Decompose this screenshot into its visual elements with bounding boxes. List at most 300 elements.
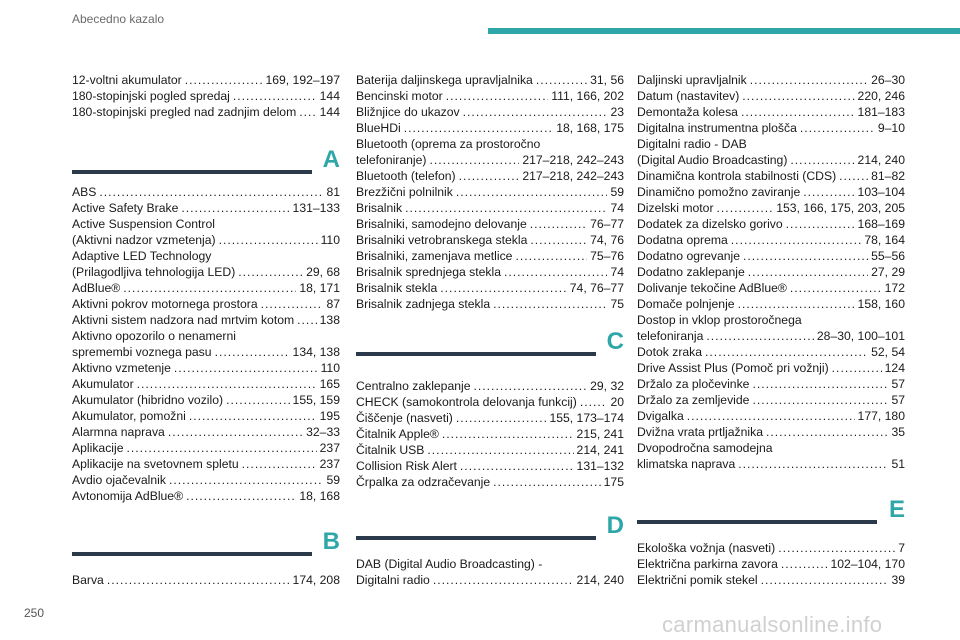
- index-entry-term: Držalo za zemljevide: [637, 393, 750, 407]
- index-entry-term: Aktivni sistem nadzora nad mrtvim kotom: [72, 313, 295, 327]
- index-entry-line: Aktivno opozorilo o nenamerni: [72, 329, 236, 343]
- dot-leader: [750, 72, 868, 88]
- index-entry-term: telefoniranje): [356, 153, 427, 167]
- index-entry-pages: 153, 166, 175, 203, 205: [776, 201, 905, 215]
- index-entry-pages: 110: [320, 233, 340, 247]
- section-header-d: [356, 512, 624, 554]
- index-entry-term: Bluetooth (telefon): [356, 169, 456, 183]
- index-entry-term: Aplikacije na svetovnem spletu: [72, 457, 239, 471]
- index-entry: [637, 328, 905, 344]
- dot-leader: [233, 88, 317, 104]
- index-entry: [356, 184, 624, 200]
- section-letter: B: [322, 528, 340, 555]
- dot-leader: [186, 488, 296, 504]
- page-number: 250: [24, 606, 45, 620]
- index-entry-pages: 55–56: [871, 249, 905, 263]
- index-entry: [356, 168, 624, 184]
- index-entry: [72, 232, 340, 248]
- index-entry-term: Dolivanje tekočine AdBlue®: [637, 281, 787, 295]
- index-entry-term: 12-voltni akumulator: [72, 73, 182, 87]
- index-entry-term: Brisalniki, zamenjava metlice: [356, 249, 513, 263]
- index-entry-term: Domače polnjenje: [637, 297, 735, 311]
- index-entry-pages: 124: [884, 361, 905, 375]
- index-entry-pages: 28–30, 100–101: [816, 329, 905, 343]
- index-entry: [637, 540, 905, 556]
- section-letter: A: [322, 146, 340, 173]
- dot-leader: [169, 472, 323, 488]
- index-entry-pages: 26–30: [871, 73, 905, 87]
- index-entry-line: DAB (Digital Audio Broadcasting) -: [356, 557, 543, 571]
- section-header-b: [72, 528, 340, 570]
- index-entry-term: telefoniranja: [637, 329, 704, 343]
- index-entry-pages: 165: [319, 377, 340, 391]
- index-entry-term: Dizelski motor: [637, 201, 714, 215]
- dot-leader: [803, 184, 854, 200]
- index-entry-pages: 31, 56: [590, 73, 624, 87]
- index-entry-pages: 217–218, 242–243: [522, 169, 624, 183]
- dot-leader: [781, 556, 828, 572]
- index-entry-pages: 57: [891, 393, 905, 407]
- index-entry-term: Avdio ojačevalnik: [72, 473, 166, 487]
- dot-leader: [790, 152, 854, 168]
- index-entry: [356, 410, 624, 426]
- dot-leader: [761, 572, 889, 588]
- dot-leader: [242, 456, 317, 472]
- index-entry-term: Držalo za pločevinke: [637, 377, 750, 391]
- index-entry-term: Brisalnik: [356, 201, 403, 215]
- index-entry-term: Centralno zaklepanje: [356, 379, 471, 393]
- index-entry-term: Active Safety Brake: [72, 201, 179, 215]
- dot-leader: [504, 264, 607, 280]
- index-entry-pages: 181–183: [857, 105, 905, 119]
- index-entry-pages: 74: [610, 265, 624, 279]
- dot-leader: [752, 376, 888, 392]
- dot-leader: [185, 72, 263, 88]
- index-entry-term: (Prilagodljiva tehnologija LED): [72, 265, 236, 279]
- section-letter: C: [606, 328, 624, 355]
- index-entry-pages: 155, 173–174: [549, 411, 624, 425]
- dot-leader: [832, 360, 882, 376]
- index-entry-term: Bencinski motor: [356, 89, 443, 103]
- index-entry-term: Aktivno vzmetenje: [72, 361, 171, 375]
- index-entry: [72, 440, 340, 456]
- index-entry-pages: 87: [326, 297, 340, 311]
- index-entry-pages: 9–10: [877, 121, 905, 135]
- dot-leader: [778, 540, 895, 556]
- index-entry: [72, 104, 340, 120]
- dot-leader: [800, 120, 875, 136]
- index-entry-pages: 102–104, 170: [830, 557, 905, 571]
- index-entry-line: Bluetooth (oprema za prostoročno: [356, 137, 541, 151]
- index-entry-term: AdBlue®: [72, 281, 121, 295]
- index-entry-pages: 78, 164: [864, 233, 905, 247]
- section-header-c: [356, 328, 624, 370]
- col2-pre-list: [356, 72, 624, 312]
- index-entry: [356, 104, 624, 120]
- index-entry-term: Avtonomija AdBlue®: [72, 489, 184, 503]
- index-entry-term: Brisalnik sprednjega stekla: [356, 265, 501, 279]
- index-entry-pages: 81: [326, 185, 340, 199]
- index-entry-line: Active Suspension Control: [72, 217, 215, 231]
- index-entry-term: Dinamična kontrola stabilnosti (CDS): [637, 169, 837, 183]
- index-entry-pages: 214, 240: [857, 153, 905, 167]
- index-entry: [637, 296, 905, 312]
- index-entry-pages: 29, 68: [306, 265, 340, 279]
- index-entry-term: Dodatno zaklepanje: [637, 265, 745, 279]
- index-entry-term: Digitalni radio: [356, 573, 430, 587]
- index-entry-pages: 57: [891, 377, 905, 391]
- index-entry-term: Aplikacije: [72, 441, 124, 455]
- index-entry: [72, 572, 340, 588]
- dot-leader: [731, 232, 862, 248]
- dot-leader: [238, 264, 303, 280]
- index-entry: [72, 392, 340, 408]
- index-entry-pages: 155, 159: [292, 393, 340, 407]
- dot-leader: [790, 280, 882, 296]
- index-entry-pages: 75: [610, 297, 624, 311]
- dot-leader: [442, 426, 574, 442]
- col2-section-c-list: [356, 378, 624, 490]
- index-entry: [356, 120, 624, 136]
- dot-leader: [738, 296, 855, 312]
- index-entry: [637, 120, 905, 136]
- index-entry: [72, 472, 340, 488]
- index-entry: [72, 456, 340, 472]
- dot-leader: [742, 88, 854, 104]
- index-entry-pages: 237: [319, 457, 340, 471]
- index-entry-pages: 144: [319, 89, 340, 103]
- index-entry-term: Daljinski upravljalnik: [637, 73, 747, 87]
- dot-leader: [215, 344, 290, 360]
- index-entry: [637, 392, 905, 408]
- index-entry-pages: 18, 168, 175: [556, 121, 624, 135]
- index-entry-term: Brisalnik stekla: [356, 281, 438, 295]
- index-entry: [72, 312, 340, 328]
- dot-leader: [687, 408, 855, 424]
- index-entry: [637, 456, 905, 472]
- index-entry-pages: 59: [326, 473, 340, 487]
- dot-leader: [404, 120, 554, 136]
- index-entry: [637, 168, 905, 184]
- index-entry: [637, 344, 905, 360]
- dot-leader: [459, 168, 520, 184]
- dot-leader: [786, 216, 855, 232]
- col3-section-e-list: [637, 540, 905, 588]
- index-entry: [356, 152, 624, 168]
- index-entry: [72, 184, 340, 200]
- index-entry-pages: 51: [891, 457, 905, 471]
- index-entry: [72, 360, 340, 376]
- index-entry-term: Brezžični polnilnik: [356, 185, 453, 199]
- index-entry-pages: 59: [610, 185, 624, 199]
- index-entry-term: Digitalna instrumentna plošča: [637, 121, 797, 135]
- index-entry-pages: 237: [319, 441, 340, 455]
- index-entry-term: Dodatna oprema: [637, 233, 728, 247]
- dot-leader: [226, 392, 289, 408]
- dot-leader: [189, 408, 317, 424]
- index-entry-term: Akumulator (hibridno vozilo): [72, 393, 224, 407]
- index-entry: [356, 264, 624, 280]
- footer-watermark: carmanualsonline.info: [662, 612, 883, 637]
- index-entry-pages: 74, 76: [590, 233, 624, 247]
- index-entry-term: Brisalnik zadnjega stekla: [356, 297, 491, 311]
- index-entry-term: (Aktivni nadzor vzmetenja): [72, 233, 216, 247]
- dot-leader: [741, 104, 855, 120]
- index-entry-term: Električni pomik stekel: [637, 573, 758, 587]
- index-entry-pages: 175: [603, 475, 624, 489]
- dot-leader: [738, 456, 888, 472]
- dot-leader: [743, 248, 868, 264]
- dot-leader: [405, 200, 607, 216]
- index-entry-term: Dotok zraka: [637, 345, 703, 359]
- col1-section-b-list: [72, 572, 340, 588]
- index-entry: [72, 264, 340, 280]
- dot-leader: [299, 104, 316, 120]
- index-entry-pages: 214, 240: [576, 573, 624, 587]
- index-entry-pages: 158, 160: [857, 297, 905, 311]
- index-entry: [356, 200, 624, 216]
- dot-leader: [261, 296, 324, 312]
- index-entry-term: Brisalniki, samodejno delovanje: [356, 217, 527, 231]
- index-entry-term: Dinamično pomožno zaviranje: [637, 185, 801, 199]
- index-entry-pages: 131–132: [576, 459, 624, 473]
- index-entry-term: CHECK (samokontrola delovanja funkcij): [356, 395, 577, 409]
- index-entry-term: Akumulator: [72, 377, 134, 391]
- dot-leader: [219, 232, 318, 248]
- index-entry: [356, 296, 624, 312]
- index-entry-term: Alarmna naprava: [72, 425, 165, 439]
- index-entry: [72, 72, 340, 88]
- index-entry: [356, 394, 624, 410]
- index-entry: [356, 458, 624, 474]
- index-entry-term: Črpalka za odzračevanje: [356, 475, 491, 489]
- dot-leader: [752, 392, 888, 408]
- index-entry: [637, 72, 905, 88]
- index-entry-pages: 103–104: [857, 185, 905, 199]
- dot-leader: [706, 328, 813, 344]
- index-entry-term: 180-stopinjski pregled nad zadnjim delom: [72, 105, 297, 119]
- col1-section-a-list: [72, 184, 340, 504]
- index-entry: [637, 376, 905, 392]
- section-rule: [72, 552, 312, 556]
- dot-leader: [463, 104, 608, 120]
- index-entry-line: Dostop in vklop prostoročnega: [637, 313, 802, 327]
- index-entry: [637, 360, 905, 376]
- index-entry: [72, 200, 340, 216]
- index-entry: [637, 280, 905, 296]
- index-entry: [356, 88, 624, 104]
- index-entry-term: Collision Risk Alert: [356, 459, 457, 473]
- index-entry-line: Dvopodročna samodejna: [637, 441, 773, 455]
- dot-leader: [460, 458, 574, 474]
- dot-leader: [137, 376, 317, 392]
- index-entry: [637, 200, 905, 216]
- index-entry-term: Demontaža kolesa: [637, 105, 738, 119]
- index-entry-term: Dvižna vrata prtljažnika: [637, 425, 763, 439]
- index-entry-term: klimatska naprava: [637, 457, 736, 471]
- index-entry-term: Čitalnik USB: [356, 443, 425, 457]
- index-entry-pages: 7: [898, 541, 905, 555]
- dot-leader: [748, 264, 868, 280]
- index-entry-pages: 169, 192–197: [265, 73, 340, 87]
- index-entry: [637, 264, 905, 280]
- section-header-e: [637, 496, 905, 538]
- index-entry-pages: 18, 168: [299, 489, 340, 503]
- dot-leader: [99, 184, 323, 200]
- index-entry-pages: 52, 54: [871, 345, 905, 359]
- index-entry: [356, 216, 624, 232]
- dot-leader: [427, 442, 573, 458]
- index-entry: [637, 408, 905, 424]
- index-entry: [72, 424, 340, 440]
- index-entry-pages: 217–218, 242–243: [522, 153, 624, 167]
- dot-leader: [456, 410, 547, 426]
- section-rule: [356, 536, 596, 540]
- index-entry: [637, 216, 905, 232]
- dot-leader: [515, 248, 587, 264]
- index-entry: [356, 474, 624, 490]
- index-entry: [637, 184, 905, 200]
- index-entry-pages: 172: [884, 281, 905, 295]
- index-entry-term: Dvigalka: [637, 409, 684, 423]
- index-entry-pages: 111, 166, 202: [551, 89, 624, 103]
- index-entry: [356, 442, 624, 458]
- index-entry-pages: 195: [319, 409, 340, 423]
- index-entry-pages: 220, 246: [857, 89, 905, 103]
- index-entry: [72, 296, 340, 312]
- dot-leader: [474, 378, 588, 394]
- dot-leader: [493, 474, 601, 490]
- dot-leader: [705, 344, 868, 360]
- index-entry-pages: 168–169: [857, 217, 905, 231]
- index-entry: [637, 424, 905, 440]
- section-letter: D: [606, 512, 624, 539]
- page-header-title: Abecedno kazalo: [72, 12, 165, 26]
- index-entry-term: Bližnjice do ukazov: [356, 105, 460, 119]
- index-entry-pages: 32–33: [306, 425, 340, 439]
- index-entry: [72, 408, 340, 424]
- index-entry-term: Barva: [72, 573, 104, 587]
- index-entry-pages: 144: [319, 105, 340, 119]
- index-entry: [356, 572, 624, 588]
- index-entry: [356, 426, 624, 442]
- index-entry: [637, 556, 905, 572]
- index-entry-term: Ekološka vožnja (nasveti): [637, 541, 776, 555]
- index-entry-pages: 138: [319, 313, 340, 327]
- dot-leader: [168, 424, 303, 440]
- index-entry-term: Aktivni pokrov motornega prostora: [72, 297, 258, 311]
- index-entry-term: spremembi voznega pasu: [72, 345, 212, 359]
- dot-leader: [174, 360, 318, 376]
- dot-leader: [530, 216, 587, 232]
- col1-pre-list: [72, 72, 340, 120]
- index-entry-pages: 134, 138: [292, 345, 340, 359]
- index-entry-pages: 110: [320, 361, 340, 375]
- index-entry: [356, 232, 624, 248]
- index-entry-line: Digitalni radio - DAB: [637, 137, 747, 151]
- index-entry-pages: 39: [891, 573, 905, 587]
- dot-leader: [446, 88, 549, 104]
- section-rule: [637, 520, 877, 524]
- index-entry-term: Akumulator, pomožni: [72, 409, 186, 423]
- index-entry-term: Drive Assist Plus (Pomoč pri vožnji): [637, 361, 829, 375]
- index-entry: [72, 488, 340, 504]
- index-entry-term: Električna parkirna zavora: [637, 557, 778, 571]
- dot-leader: [536, 72, 587, 88]
- index-entry: [72, 88, 340, 104]
- index-entry: [356, 248, 624, 264]
- index-entry-pages: 75–76: [590, 249, 624, 263]
- index-entry: [72, 344, 340, 360]
- index-entry-term: 180-stopinjski pogled spredaj: [72, 89, 230, 103]
- index-entry-term: (Digital Audio Broadcasting): [637, 153, 788, 167]
- dot-leader: [839, 168, 868, 184]
- index-entry: [72, 280, 340, 296]
- dot-leader: [717, 200, 774, 216]
- dot-leader: [766, 424, 888, 440]
- index-entry-pages: 18, 171: [299, 281, 340, 295]
- index-entry-line: Adaptive LED Technology: [72, 249, 212, 263]
- index-entry-pages: 215, 241: [576, 427, 624, 441]
- dot-leader: [580, 394, 608, 410]
- section-rule: [72, 170, 312, 174]
- col3-pre-list: [637, 72, 905, 472]
- index-entry: [356, 280, 624, 296]
- dot-leader: [440, 280, 566, 296]
- dot-leader: [493, 296, 607, 312]
- index-entry: [637, 248, 905, 264]
- index-entry-pages: 23: [610, 105, 624, 119]
- index-entry-pages: 81–82: [871, 169, 905, 183]
- index-entry-term: Dodatek za dizelsko gorivo: [637, 217, 783, 231]
- index-entry: [637, 232, 905, 248]
- dot-leader: [530, 232, 587, 248]
- dot-leader: [456, 184, 608, 200]
- index-entry-pages: 76–77: [590, 217, 624, 231]
- header-accent-bar: [488, 28, 960, 34]
- index-entry-pages: 174, 208: [292, 573, 340, 587]
- index-entry: [72, 376, 340, 392]
- dot-leader: [123, 280, 296, 296]
- index-entry-term: Čiščenje (nasveti): [356, 411, 453, 425]
- section-rule: [356, 352, 596, 356]
- index-entry-pages: 27, 29: [871, 265, 905, 279]
- index-entry-pages: 29, 32: [590, 379, 624, 393]
- index-entry-term: Čitalnik Apple®: [356, 427, 439, 441]
- dot-leader: [181, 200, 289, 216]
- dot-leader: [297, 312, 317, 328]
- index-entry-term: BlueHDi: [356, 121, 401, 135]
- index-entry-term: Baterija daljinskega upravljalnika: [356, 73, 533, 87]
- index-entry-term: Dodatno ogrevanje: [637, 249, 740, 263]
- index-entry-pages: 74, 76–77: [569, 281, 624, 295]
- dot-leader: [429, 152, 519, 168]
- section-letter: E: [888, 496, 905, 523]
- index-entry-pages: 131–133: [292, 201, 340, 215]
- index-entry: [637, 572, 905, 588]
- index-entry-term: ABS: [72, 185, 97, 199]
- index-entry-term: Brisalniki vetrobranskega stekla: [356, 233, 528, 247]
- index-entry: [637, 88, 905, 104]
- index-entry-pages: 74: [610, 201, 624, 215]
- index-entry: [356, 378, 624, 394]
- index-entry-term: Datum (nastavitev): [637, 89, 740, 103]
- dot-leader: [107, 572, 290, 588]
- index-entry-pages: 35: [891, 425, 905, 439]
- index-entry-pages: 20: [610, 395, 624, 409]
- index-entry-pages: 214, 241: [576, 443, 624, 457]
- index-entry-pages: 177, 180: [857, 409, 905, 423]
